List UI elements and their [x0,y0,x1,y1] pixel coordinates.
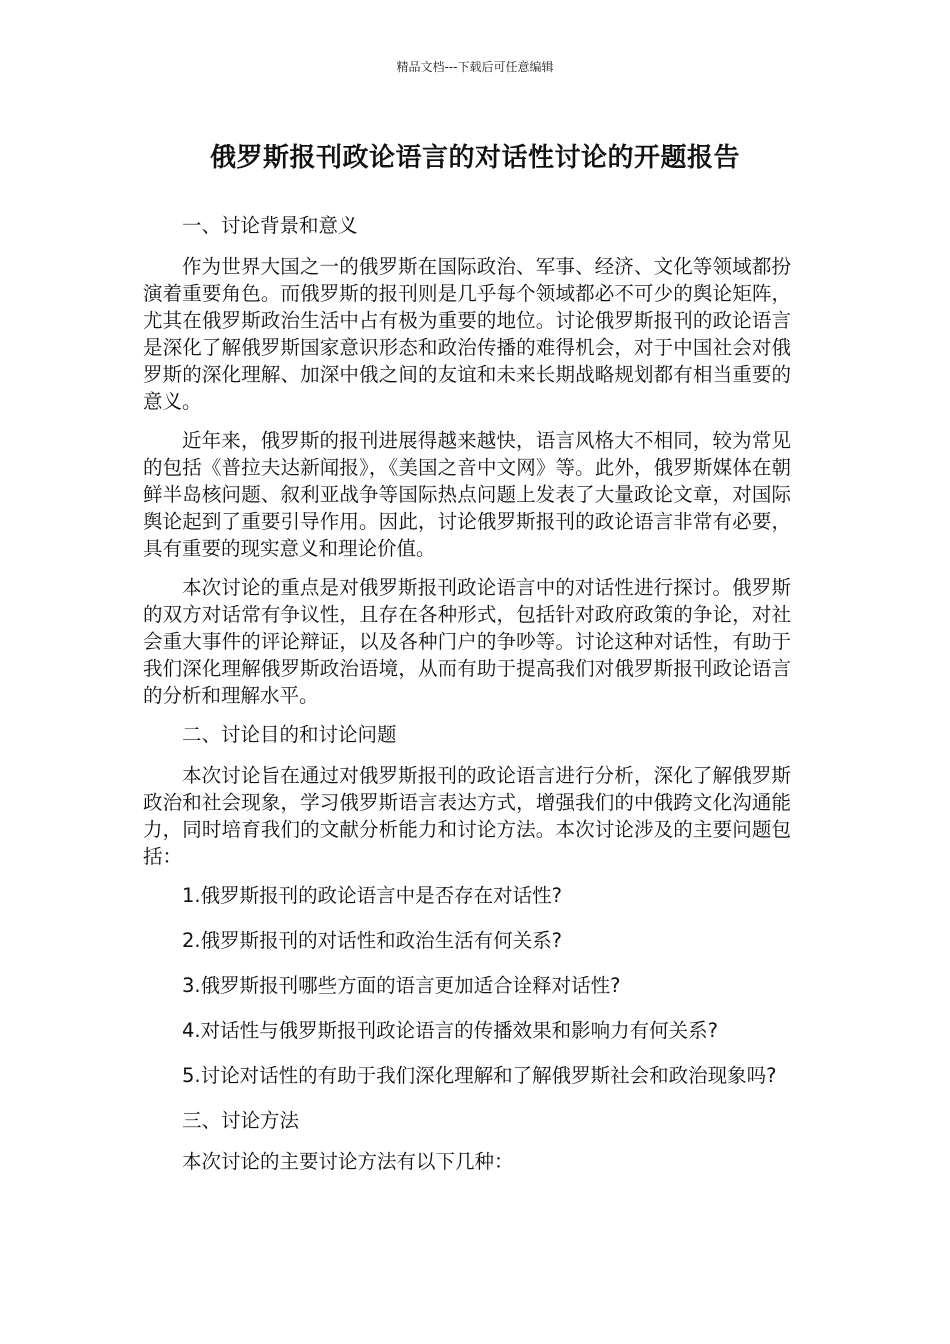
document-title: 俄罗斯报刊政论语言的对话性讨论的开题报告 [209,143,740,173]
section-heading-purpose: 二、讨论目的和讨论问题 [182,723,397,746]
question-item-1: 1.俄罗斯报刊的政论语言中是否存在对话性? [182,884,562,907]
paragraph-method-1: 本次讨论的主要讨论方法有以下几种： [182,1150,514,1173]
question-item-2: 2.俄罗斯报刊的对话性和政治生活有何关系? [182,929,562,952]
document-body [143,212,791,1187]
paragraph-background-1: 作为世界大国之一的俄罗斯在国际政治、军事、经济、文化等领域都扮演着重要角色。而俄罗斯的报刊则是几乎每个领域都必不可少的舆论矩阵，尤其在俄罗斯政治生活中占有极为重要的地位。讨论俄罗斯报刊的政论语言是深化了解俄罗斯国家意识形态和政治传播的难得机会，对于中国社会对俄罗斯的深化理解、加深中俄之间的友谊和未来长期战略规划都有相当重要的意义。 [143,255,791,413]
question-item-3: 3.俄罗斯报刊哪些方面的语言更加适合诠释对话性? [182,974,621,997]
question-item-4: 4.对话性与俄罗斯报刊政论语言的传播效果和影响力有何关系? [182,1019,718,1042]
section-heading-method: 三、讨论方法 [182,1109,300,1132]
paragraph-purpose-1: 本次讨论旨在通过对俄罗斯报刊的政论语言进行分析，深化了解俄罗斯政治和社会现象，学习俄罗斯语言表达方式，增强我们的中俄跨文化沟通能力，同时培育我们的文献分析能力和讨论方法。本次讨论涉及的主要问题包括： [143,764,791,868]
paragraph-background-3: 本次讨论的重点是对俄罗斯报刊政论语言中的对话性进行探讨。俄罗斯的双方对话常有争议性，且存在各种形式，包括针对政府政策的争论，对社会重大事件的评论辩证，以及各种门户的争吵等。讨论这种对话性，有助于我们深化理解俄罗斯政治语境，从而有助于提高我们对俄罗斯报刊政论语言的分析和理解水平。 [143,576,791,707]
section-heading-background: 一、讨论背景和意义 [182,214,358,237]
header-note: 精品文档---下载后可任意编辑 [396,60,554,74]
question-item-5: 5.讨论对话性的有助于我们深化理解和了解俄罗斯社会和政治现象吗? [182,1064,777,1087]
paragraph-background-2: 近年来，俄罗斯的报刊进展得越来越快，语言风格大不相同，较为常见的包括《普拉夫达新闻报》，《美国之音中文网》等。此外，俄罗斯媒体在朝鲜半岛核问题、叙利亚战争等国际热点问题上发表了大量政论文章，对国际舆论起到了重要引导作用。因此，讨论俄罗斯报刊的政论语言非常有必要，具有重要的现实意义和理论价值。 [143,429,791,560]
